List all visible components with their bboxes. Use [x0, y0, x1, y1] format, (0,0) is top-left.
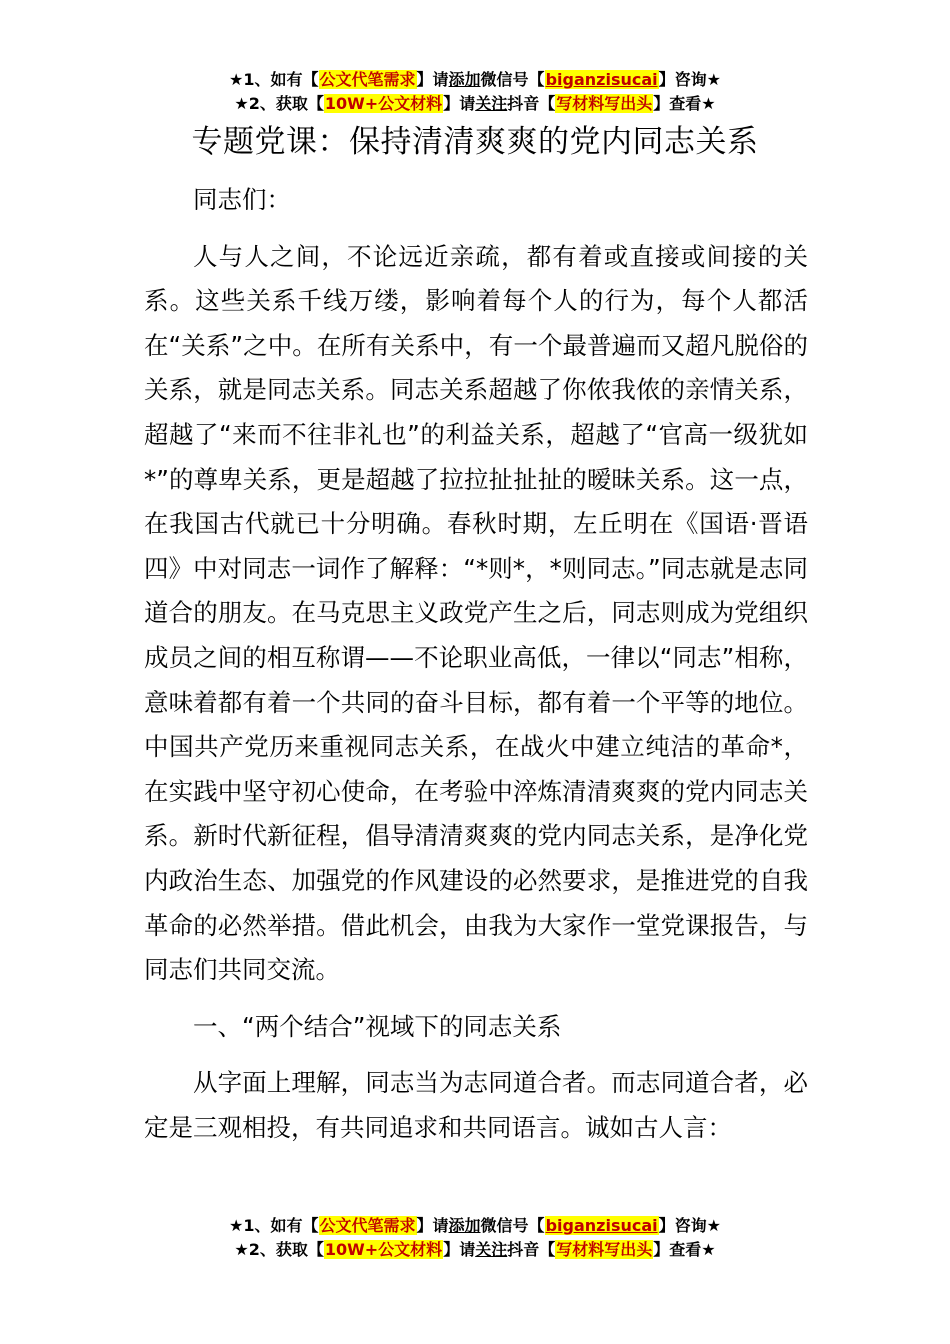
banner-highlight: 写材料写出头	[556, 1240, 653, 1259]
banner-line-2: ★2、获取【10W+公文材料】请关注抖音【写材料写出头】查看★	[234, 1240, 716, 1259]
wechat-id-link[interactable]: biganzisucai	[545, 1216, 658, 1235]
paragraph: 人与人之间，不论远近亲疏，都有着或直接或间接的关系。这些关系千线万缕，影响着每个人的行为，每个人都活在“关系”之中。在所有关系中，有一个最普遍而又超凡脱俗的关系，就是同志关系。同志关系超越了你侬我侬的亲情关系，超越了“来而不往非礼也”的利益关系，超越了“官高一级犹如*”的尊卑关系，更是超越了拉拉扯扯扯的暧昧关系。这一点，在我国古代就已十分明确。春秋时期，左丘明在《国语·晋语四》中对同志一词作了解释：“*则*，*则同志。”同志就是志同道合的朋友。在马克思主义政党产生之后，同志则成为党组织成员之间的相互称谓——不论职业高低，一律以“同志”相称，意味着都有着一个共同的奋斗目标，都有着一个平等的地位。中国共产党历来重视同志关系，在战火中建立纯洁的革命*，在实践中坚守初心使命，在考验中淬炼清清爽爽的党内同志关系。新时代新征程，倡导清清爽爽的党内同志关系，是净化党内政治生态、加强党的作风建设的必然要求，是推进党的自我革命的必然举措。借此机会，由我为大家作一堂党课报告，与同志们共同交流。	[144, 241, 808, 985]
document-body	[144, 178, 808, 1150]
document-title: 专题党课：保持清清爽爽的党内同志关系	[191, 124, 759, 160]
banner-highlight: 写材料写出头	[556, 94, 653, 113]
banner-highlight: 10W+公文材料	[324, 94, 443, 113]
banner-highlight: 10W+公文材料	[324, 1240, 443, 1259]
banner-highlight: 公文代笔需求	[319, 70, 416, 89]
paragraph: 从字面上理解，同志当为志同道合者。而志同道合者，必定是三观相投，有共同追求和共同语言。诚如古人言：	[144, 1068, 808, 1142]
greeting: 同志们：	[193, 185, 291, 214]
header-banner	[0, 68, 950, 116]
banner-line-2: ★2、获取【10W+公文材料】请关注抖音【写材料写出头】查看★	[234, 94, 716, 113]
banner-line-1: ★1、如有【公文代笔需求】请添加微信号【biganzisucai】咨询★	[229, 70, 721, 89]
banner-line-1: ★1、如有【公文代笔需求】请添加微信号【biganzisucai】咨询★	[229, 1216, 721, 1235]
section-heading: 一、“两个结合”视域下的同志关系	[193, 1011, 562, 1041]
footer-banner	[0, 1214, 950, 1262]
banner-highlight: 公文代笔需求	[319, 1216, 416, 1235]
wechat-id-link[interactable]: biganzisucai	[545, 70, 658, 89]
